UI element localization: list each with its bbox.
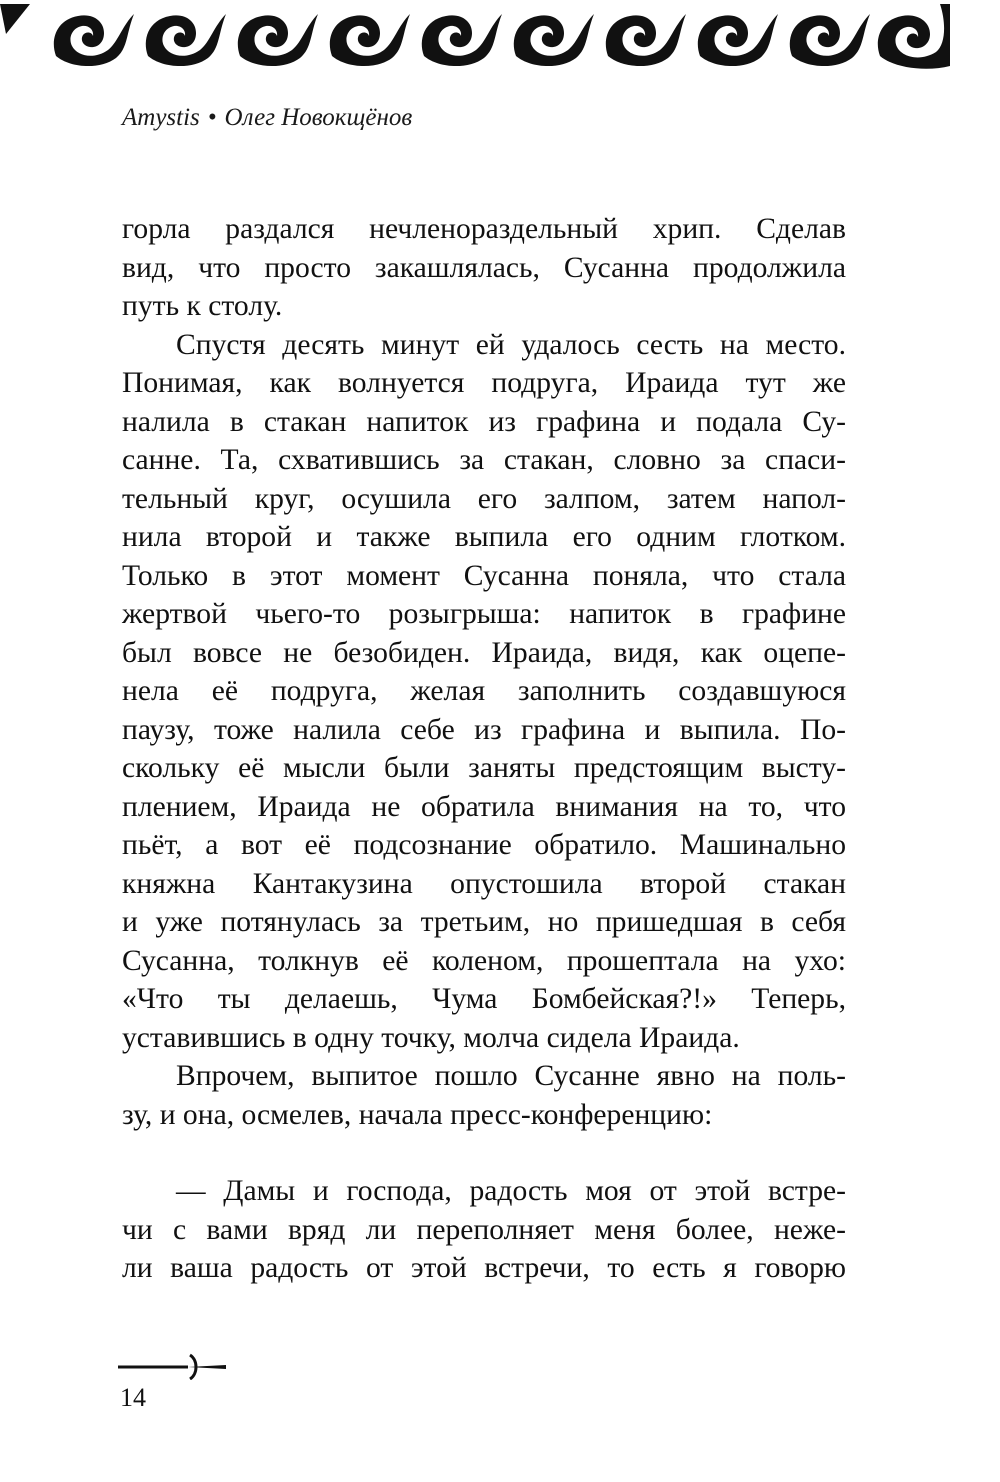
text-line: Понимая, как волнуется подруга, Ираида тут же (122, 367, 846, 399)
text-line: плением, Ираида не обратила внимания на то, что (122, 790, 846, 823)
paragraph-gap (122, 1134, 846, 1172)
paragraph (122, 1057, 846, 1134)
text-line: скольку её мысли были заняты предстоящим высту- (122, 752, 846, 784)
text-line: паузу, тоже налила себе из графина и выпила. По- (122, 713, 846, 746)
sword-divider-ornament (118, 1352, 230, 1380)
page-number: 14 (120, 1383, 146, 1412)
text-line: пьёт, а вот её подсознание обратило. Машинально (122, 829, 846, 861)
text-line: Сусанна, толкнув её коленом, прошептала на ухо: (122, 944, 846, 977)
text-line: уставившись в одну точку, молча сидела Ираида. (122, 1021, 740, 1054)
text-line: жертвой чьего-то розыгрыша: напиток в графине (122, 598, 846, 630)
text-line: и уже потянулась за третьим, но пришедшая в себя (122, 906, 846, 938)
paragraph (122, 326, 846, 1058)
text-line: Впрочем, выпитое пошло Сусанне явно на поль- (176, 1060, 846, 1092)
text-line: тельный круг, осушила его залпом, затем напол- (122, 482, 846, 515)
wave-border-ornament (0, 0, 1000, 70)
series-title: Amystis (122, 104, 200, 131)
author-name: Олег Новокщёнов (224, 104, 413, 131)
text-line: княжна Кантакузина опустошила второй стакан (122, 867, 846, 900)
text-line: Спустя десять минут ей удалось сесть на место. (176, 328, 846, 361)
body-text (122, 210, 846, 1288)
text-line: путь к столу. (122, 290, 283, 322)
text-line: нела её подруга, желая заполнить создавшуюся (122, 675, 846, 707)
text-line: ли ваша радость от этой встречи, то есть я говорю (122, 1252, 846, 1284)
header-separator: • (207, 104, 217, 131)
running-header (122, 104, 412, 132)
text-line: налила в стакан напиток из графина и подала Су- (122, 405, 846, 438)
text-line: горла раздался нечленораздельный хрип. Сделав (122, 213, 846, 245)
text-line: нила второй и также выпила его одним глотком. (122, 521, 846, 553)
paragraph (122, 210, 846, 326)
paragraph (122, 1172, 846, 1288)
text-line: вид, что просто закашлялась, Сусанна продолжила (122, 251, 846, 284)
text-line: чи с вами вряд ли переполняет меня более, неже- (122, 1213, 846, 1246)
text-line: зу, и она, осмелев, начала пресс-конференцию: (122, 1098, 713, 1131)
text-line: санне. Та, схватившись за стакан, словно за спаси- (122, 444, 846, 476)
text-line: «Что ты делаешь, Чума Бомбейская?!» Теперь, (122, 983, 846, 1015)
text-line: Только в этот момент Сусанна поняла, что стала (122, 559, 846, 592)
text-line: — Дамы и господа, радость моя от этой встре- (176, 1175, 846, 1207)
text-line: был вовсе не безобиден. Ираида, видя, как оцепе- (122, 636, 846, 669)
